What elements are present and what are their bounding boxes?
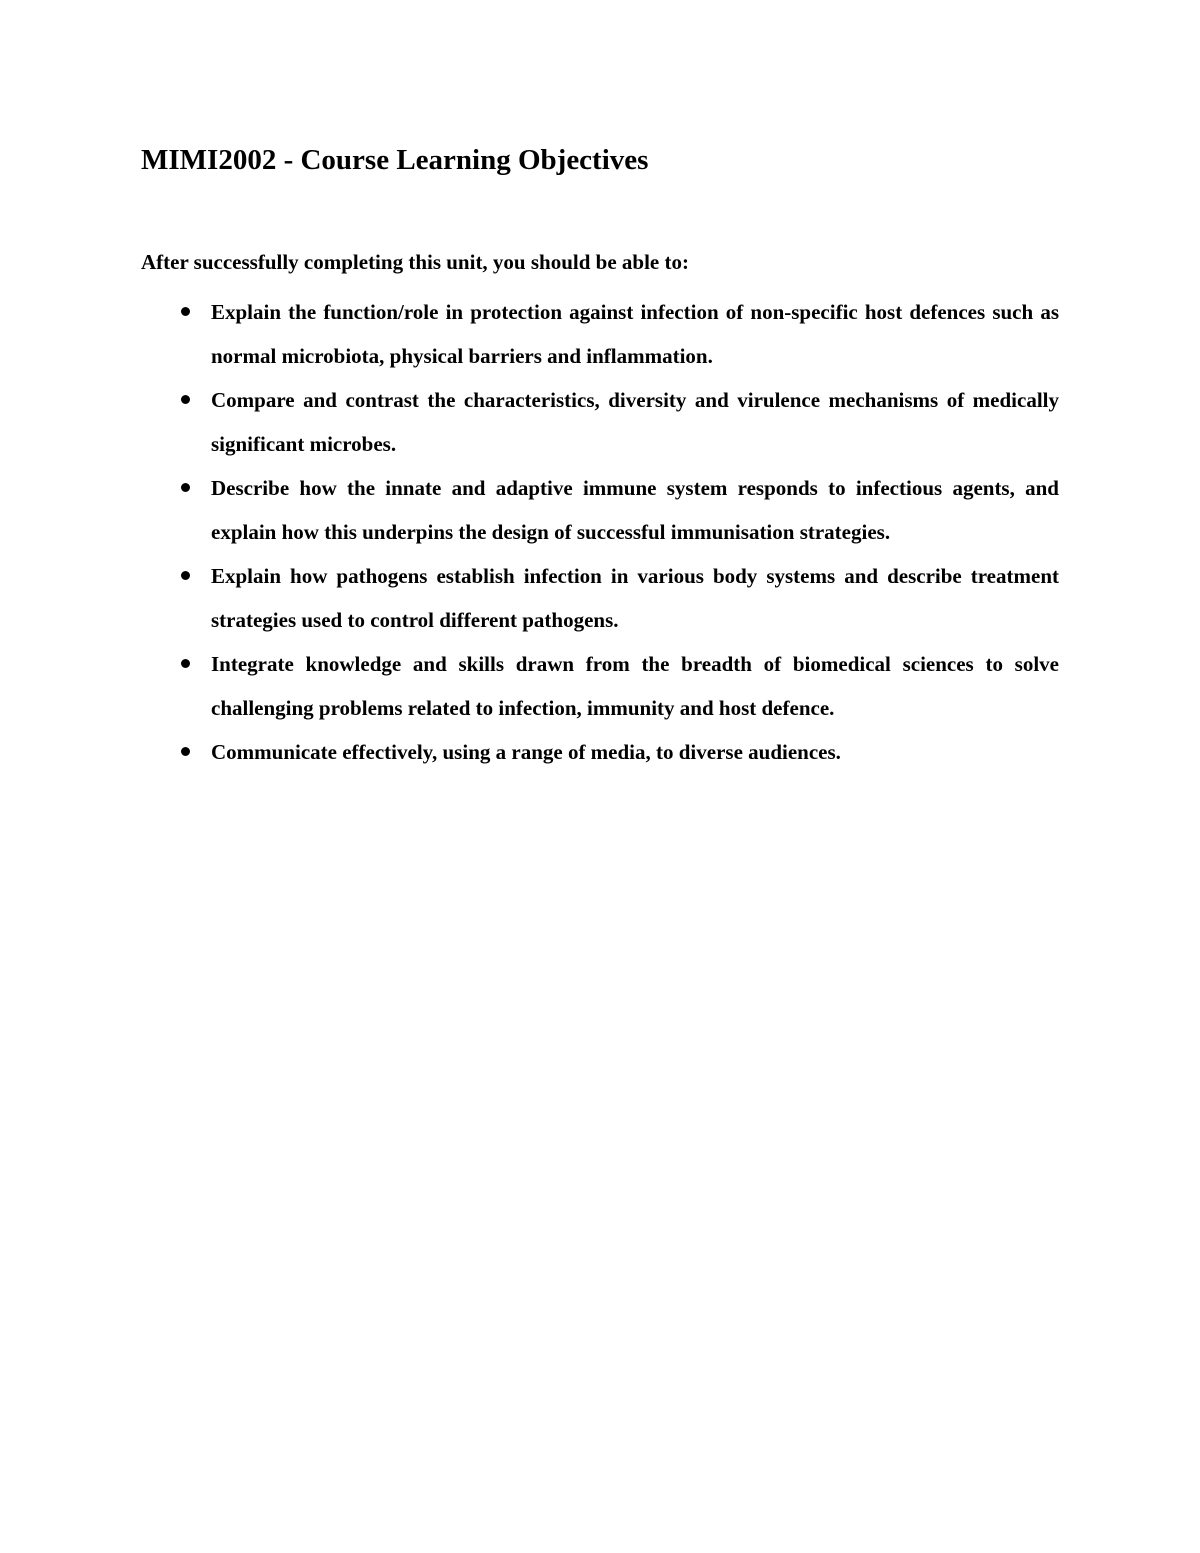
- bullet-icon: [181, 571, 190, 580]
- list-item: [141, 466, 1059, 554]
- objective-text: Explain how pathogens establish infection in various body systems and describe treatment strategies used to control different pathogens.: [211, 564, 1059, 632]
- objective-text: Communicate effectively, using a range of media, to diverse audiences.: [211, 740, 841, 764]
- list-item: [141, 554, 1059, 642]
- bullet-icon: [181, 395, 190, 404]
- list-item: [141, 290, 1059, 378]
- list-item: [141, 730, 1059, 774]
- bullet-icon: [181, 483, 190, 492]
- objective-text: Describe how the innate and adaptive immune system responds to infectious agents, and explain how this underpins the design of successful immunisation strategies.: [211, 476, 1059, 544]
- bullet-icon: [181, 307, 190, 316]
- list-item: [141, 378, 1059, 466]
- objective-text: Integrate knowledge and skills drawn from the breadth of biomedical sciences to solve challenging problems related to infection, immunity and host defence.: [211, 652, 1059, 720]
- intro-text: After successfully completing this unit, you should be able to:: [141, 250, 689, 274]
- objective-text: Explain the function/role in protection against infection of non-specific host defences such as normal microbiota, physical barriers and inflammation.: [211, 300, 1059, 368]
- objectives-list: [141, 290, 1059, 774]
- bullet-icon: [181, 747, 190, 756]
- objective-text: Compare and contrast the characteristics, diversity and virulence mechanisms of medically significant microbes.: [211, 388, 1059, 456]
- bullet-icon: [181, 659, 190, 668]
- page-title: MIMI2002 - Course Learning Objectives: [141, 144, 649, 176]
- list-item: [141, 642, 1059, 730]
